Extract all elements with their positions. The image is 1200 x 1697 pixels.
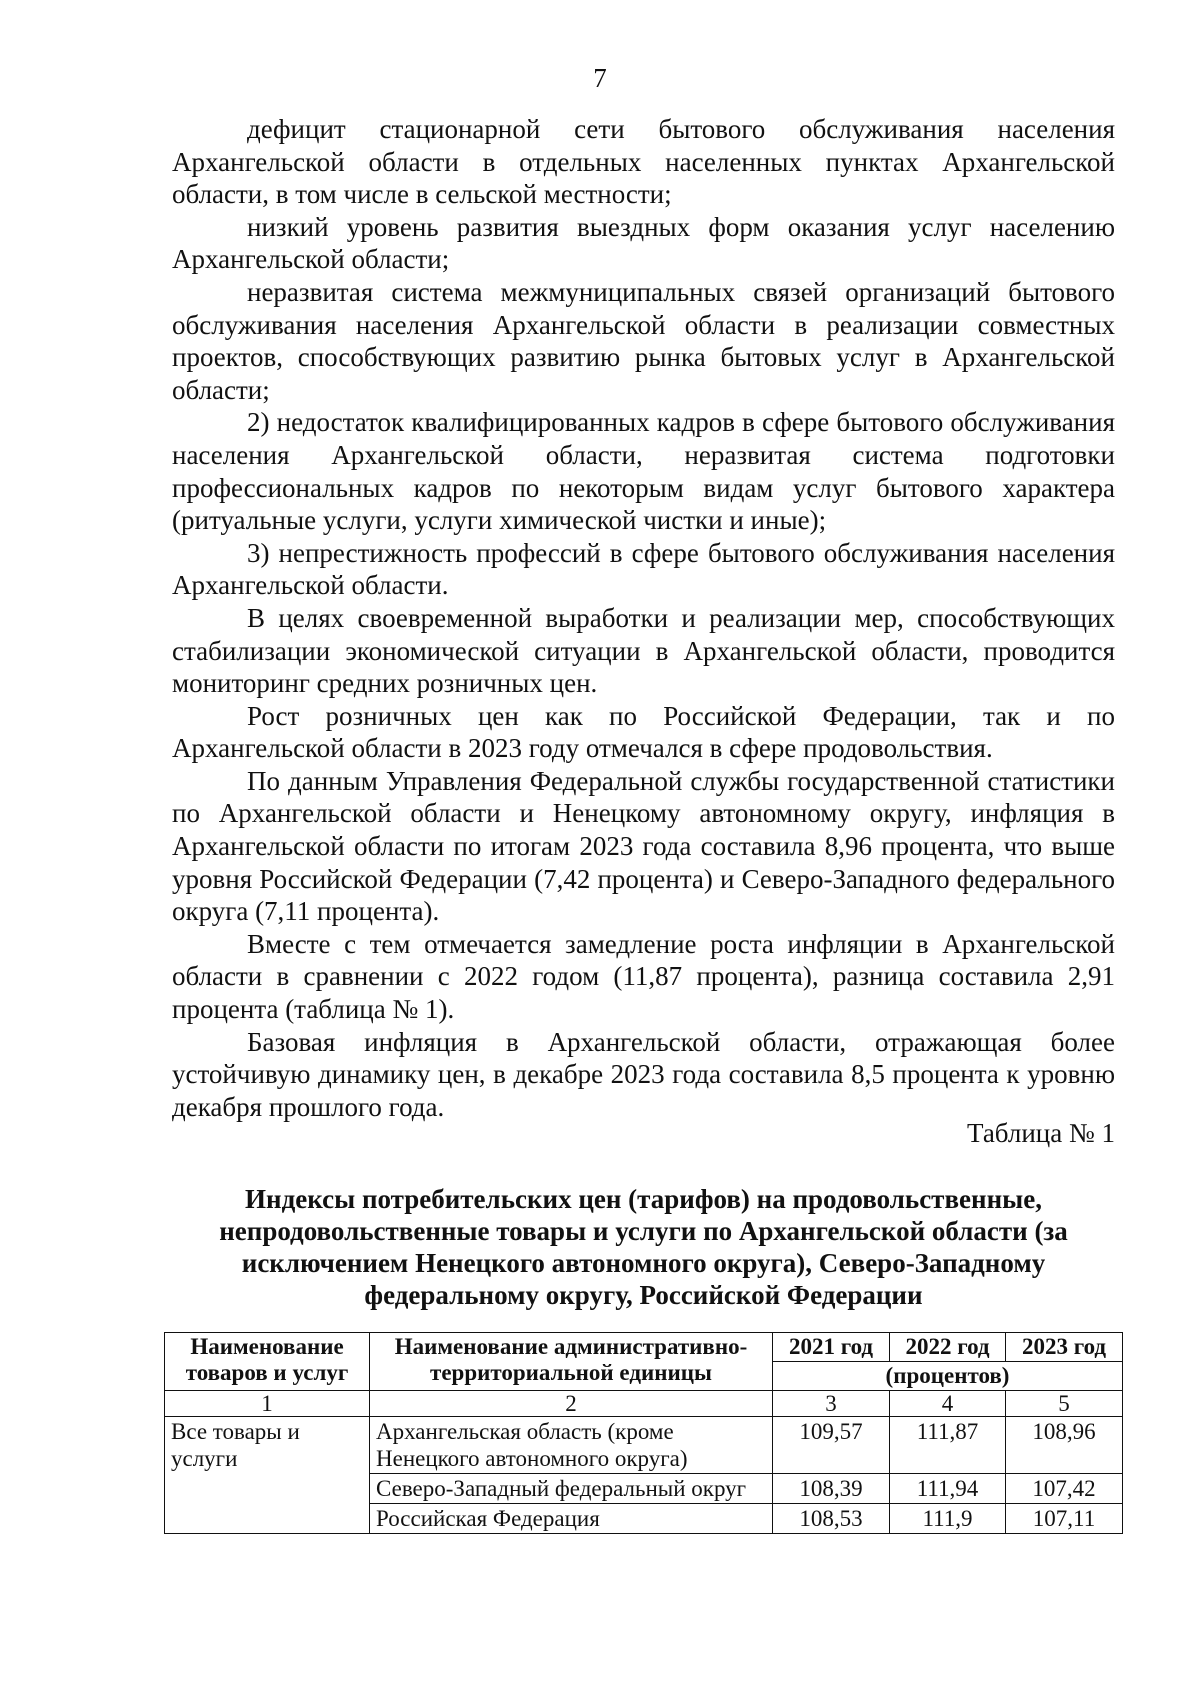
paragraph: По данным Управления Федеральной службы государственной статистики по Архангельской области и Ненецкому автономному округу, инфляция в Архангельской области по итогам 2023 года составила 8,96 процента, что выше уровня Российской Федерации (7,42 процента) и Северо-Западного федерального округа (7,11 процента). <box>172 765 1115 927</box>
paragraph: Вместе с тем отмечается замедление роста инфляции в Архангельской области в сравнении с 2022 годом (11,87 процента), разница составила 2,91 процента (таблица № 1). <box>172 928 1115 1025</box>
header-2021: 2021 год <box>773 1333 890 1362</box>
value-2021: 108,53 <box>773 1504 890 1534</box>
value-2021: 108,39 <box>773 1474 890 1504</box>
header-unit: Наименование административно-территориальной единицы <box>370 1333 773 1391</box>
region-cell: Российская Федерация <box>370 1504 773 1534</box>
column-number: 1 <box>165 1391 370 1417</box>
body-text <box>172 113 1115 1123</box>
value-2022: 111,87 <box>890 1417 1006 1474</box>
value-2023: 107,11 <box>1006 1504 1123 1534</box>
table-header-row <box>165 1333 1123 1362</box>
value-2022: 111,9 <box>890 1504 1006 1534</box>
paragraph: дефицит стационарной сети бытового обслуживания населения Архангельской области в отдельных населенных пунктах Архангельской области, в том числе в сельской местности; <box>172 114 1115 210</box>
column-number: 4 <box>890 1391 1006 1417</box>
column-number: 2 <box>370 1391 773 1417</box>
region-cell: Архангельская область (кроме Ненецкого автономного округа) <box>370 1417 773 1474</box>
paragraph: Базовая инфляция в Архангельской области, отражающая более устойчивую динамику цен, в декабре 2023 года составила 8,5 процента к уровню декабря прошлого года. <box>172 1026 1115 1122</box>
page-number: 7 <box>593 63 607 93</box>
paragraph: 2) недостаток квалифицированных кадров в сфере бытового обслуживания населения Архангельской области, неразвитая система подготовки профессиональных кадров по некоторым видам услуг бытового характера (ритуальные услуги, услуги химической чистки и иные); <box>172 407 1115 536</box>
header-2022: 2022 год <box>890 1333 1006 1362</box>
column-number: 5 <box>1006 1391 1123 1417</box>
paragraph: неразвитая система межмуниципальных связей организаций бытового обслуживания населения Архангельской области в реализации совместных проектов, способствующих развитию рынка бытовых услуг в Архангельской области; <box>172 276 1115 405</box>
value-2022: 111,94 <box>890 1474 1006 1504</box>
price-index-table <box>164 1332 1123 1534</box>
value-2021: 109,57 <box>773 1417 890 1474</box>
paragraph: Рост розничных цен как по Российской Федерации, так и по Архангельской области в 2023 году отмечался в сфере продовольствия. <box>172 700 1115 764</box>
header-2023: 2023 год <box>1006 1333 1123 1362</box>
group-label: Все товары и услуги <box>165 1417 370 1534</box>
header-goods: Наименование товаров и услуг <box>165 1333 370 1391</box>
value-2023: 107,42 <box>1006 1474 1123 1504</box>
column-number: 3 <box>773 1391 890 1417</box>
paragraph: 3) непрестижность профессий в сфере бытового обслуживания населения Архангельской области. <box>172 537 1115 601</box>
paragraph: В целях своевременной выработки и реализации мер, способствующих стабилизации экономической ситуации в Архангельской области, проводится мониторинг средних розничных цен. <box>172 602 1115 699</box>
table-caption: Таблица № 1 <box>967 1118 1115 1148</box>
header-percent: (процентов) <box>773 1362 1123 1391</box>
column-number-row <box>165 1391 1123 1417</box>
value-2023: 108,96 <box>1006 1417 1123 1474</box>
table-row <box>165 1417 1123 1474</box>
table-title: Индексы потребительских цен (тарифов) на продовольственные, непродовольственные товары и услуги по Архангельской области (за исключением Ненецкого автономного округа), Северо-Западному федеральному округу, Российской Федерации <box>219 1184 1068 1310</box>
region-cell: Северо-Западный федеральный округ <box>370 1474 773 1504</box>
paragraph: низкий уровень развития выездных форм оказания услуг населению Архангельской области; <box>172 211 1115 275</box>
